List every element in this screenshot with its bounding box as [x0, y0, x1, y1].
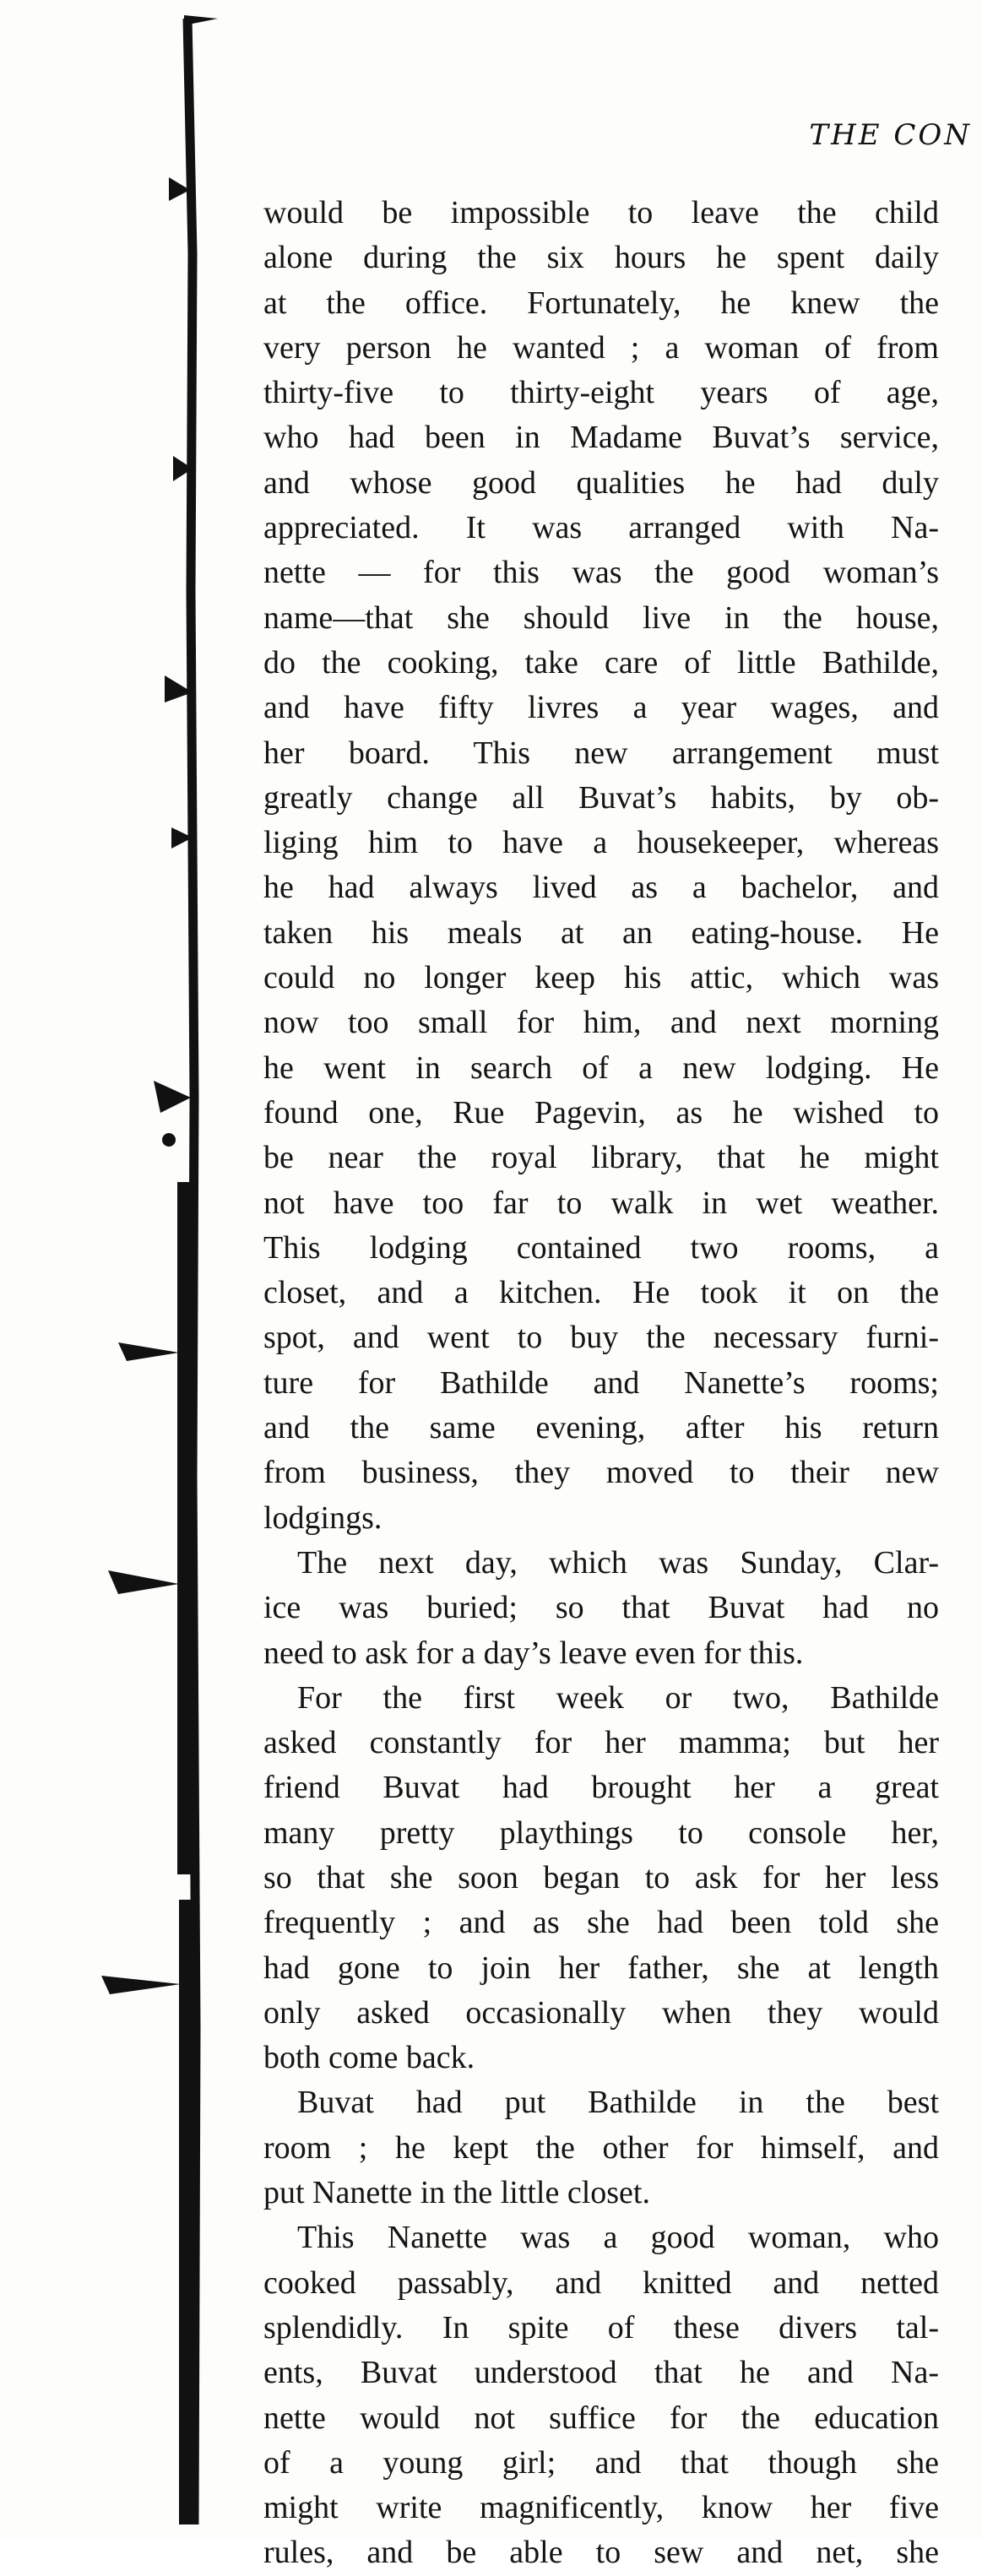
text-line: found one, Rue Pagevin, as he wished to — [263, 1094, 939, 1131]
text-line: and the same evening, after his return — [263, 1410, 939, 1446]
text-line: he had always lived as a bachelor, and — [263, 870, 939, 906]
text-line: greatly change all Buvat’s habits, by ob- — [263, 779, 939, 816]
text-line: nette — for this was the good woman’s — [263, 555, 939, 591]
text-line: both come back. — [263, 2040, 475, 2076]
text-line: he went in search of a new lodging. He — [263, 1049, 939, 1086]
text-line: do the cooking, take care of little Bathilde, — [263, 644, 939, 681]
text-line: could no longer keep his attic, which was — [263, 960, 939, 996]
text-line: very person he wanted ; a woman of from — [263, 329, 939, 366]
text-line: ture for Bathilde and Nanette’s rooms; — [263, 1364, 939, 1401]
text-line: her board. This new arrangement must — [263, 735, 939, 771]
text-line: at the office. Fortunately, he knew the — [263, 285, 939, 321]
text-line: only asked occasionally when they would — [263, 1994, 939, 2031]
running-header: THE CON — [809, 118, 972, 152]
text-line: The next day, which was Sunday, Clar- — [297, 1544, 939, 1581]
text-line: put Nanette in the little closet. — [263, 2175, 650, 2211]
text-line: ice was buried; so that Buvat had no — [263, 1590, 939, 1626]
text-line: would be impossible to leave the child — [263, 195, 939, 230]
text-line: be near the royal library, that he might — [263, 1140, 939, 1176]
text-line: nette would not suffice for the education — [263, 2400, 939, 2436]
text-line: spot, and went to buy the necessary furni- — [263, 1320, 939, 1356]
text-line: rules, and be able to sew and net, she — [263, 2535, 939, 2571]
text-line: need to ask for a day’s leave even for this. — [263, 1635, 804, 1671]
text-line: asked constantly for her mamma; but her — [263, 1725, 939, 1761]
text-line: closet, and a kitchen. He took it on the — [263, 1275, 939, 1311]
text-line: alone during the six hours he spent daily — [263, 240, 939, 276]
text-line: appreciated. It was arranged with Na- — [263, 510, 939, 546]
text-line: name—that she should live in the house, — [263, 599, 939, 636]
text-line: now too small for him, and next morning — [263, 1005, 939, 1041]
text-line: who had been in Madame Buvat’s service, — [263, 420, 939, 456]
text-line: This Nanette was a good woman, who — [297, 2220, 939, 2256]
text-line: friend Buvat had brought her a great — [263, 1770, 939, 1806]
text-line: of a young girl; and that though she — [263, 2444, 939, 2481]
text-line: taken his meals at an eating-house. He — [263, 914, 939, 951]
text-line: had gone to join her father, she at length — [263, 1950, 939, 1986]
text-line: cooked passably, and knitted and netted — [263, 2264, 939, 2301]
text-line: liging him to have a housekeeper, whereas — [263, 825, 939, 861]
text-line: For the first week or two, Bathilde — [297, 1679, 939, 1716]
text-line: not have too far to walk in wet weather. — [263, 1185, 939, 1221]
text-line: lodgings. — [263, 1500, 382, 1536]
body-text — [263, 191, 939, 2576]
text-line: frequently ; and as she had been told she — [263, 1905, 939, 1941]
text-line: many pretty playthings to console her, — [263, 1814, 939, 1851]
text-line: Buvat had put Bathilde in the best — [297, 2085, 939, 2121]
text-line: splendidly. In spite of these divers tal- — [263, 2309, 939, 2346]
text-line: so that she soon began to ask for her less — [263, 1859, 939, 1895]
text-line: This lodging contained two rooms, a — [263, 1229, 939, 1266]
text-line: from business, they moved to their new — [263, 1455, 939, 1491]
text-line: ents, Buvat understood that he and Na- — [263, 2355, 939, 2391]
text-line: room ; he kept the other for himself, and — [263, 2129, 939, 2166]
text-line: and whose good qualities he had duly — [263, 464, 939, 501]
text-line: and have fifty livres a year wages, and — [263, 690, 939, 726]
text-line: might write magnificently, know her five — [263, 2490, 939, 2526]
text-line: thirty-five to thirty-eight years of age, — [263, 375, 939, 411]
